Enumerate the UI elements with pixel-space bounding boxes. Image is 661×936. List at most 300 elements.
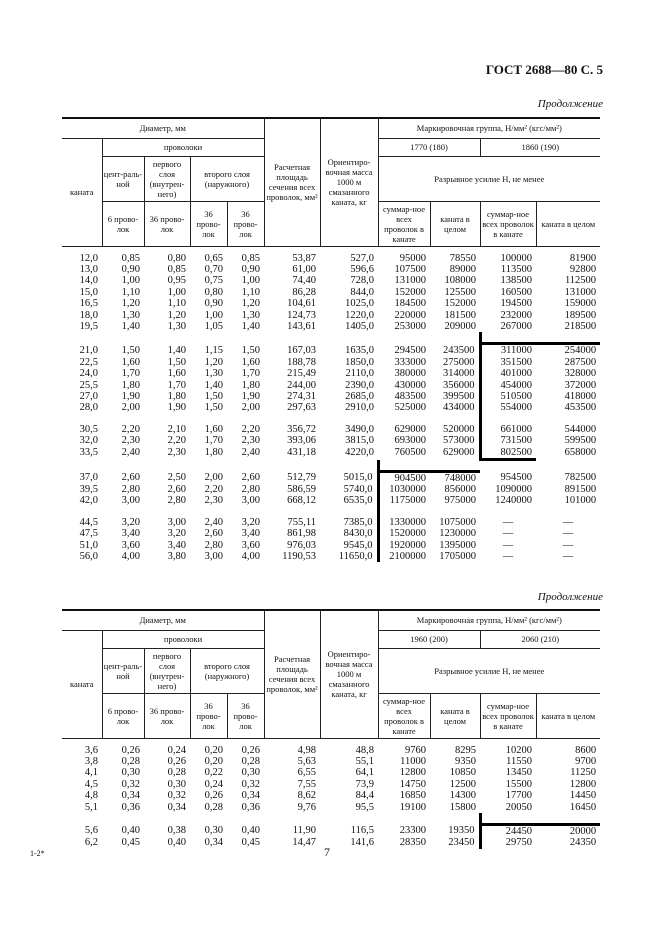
table-cell: 1175000 [378, 495, 430, 506]
table-cell: 596,6 [350, 263, 375, 275]
table-cell: 2685,0 [345, 390, 375, 402]
table-cell: 220000 [394, 309, 427, 321]
table-cell: 0,85 [121, 252, 140, 264]
table-cell: 2,30 [241, 435, 261, 447]
table-cell: 44,5 [79, 516, 98, 528]
table-cell: 2,30 [167, 447, 186, 459]
diameter-header: Диаметр, мм [62, 118, 264, 138]
table-cell: 107500 [394, 263, 427, 275]
table-cell: 11250 [570, 767, 597, 779]
table-cell: 0,80 [167, 252, 186, 264]
table-cell: 274,31 [287, 390, 317, 402]
table-row [62, 756, 600, 767]
table-cell: 401000 [480, 368, 536, 379]
mass-header: Ориентиро-вочная масса 1000 м смазанного каната, кг [320, 118, 378, 246]
table-cell: 95,5 [355, 801, 375, 813]
table-cell: 512,79 [287, 471, 317, 483]
table-cell: 9350 [455, 755, 477, 767]
table-cell: 755,11 [287, 516, 317, 528]
table-cell: 11,90 [292, 825, 317, 837]
table-cell: 24350 [569, 837, 597, 849]
table-cell: 1,90 [167, 402, 186, 414]
table-cell: 37,0 [79, 471, 98, 483]
table-cell: 782500 [564, 471, 597, 483]
table-cell: 4,5 [84, 778, 98, 790]
table-cell: 89000 [449, 263, 477, 275]
rope-whole-header-b: каната в целом [536, 201, 600, 246]
table-cell: 544000 [564, 423, 597, 435]
table-cell: 328000 [564, 368, 597, 380]
table-cell: 143,61 [287, 320, 317, 332]
table-cell: 33,5 [79, 447, 98, 459]
table-cell: 0,26 [241, 744, 261, 756]
table-cell: 287500 [564, 356, 597, 368]
table-cell: 29750 [480, 837, 536, 848]
table-cell: 0,20 [204, 744, 223, 756]
table-cell: 976,03 [287, 539, 317, 551]
table-cell: 24,0 [79, 368, 98, 380]
table-cell: 8600 [575, 744, 597, 756]
table-cell: 152000 [394, 286, 427, 298]
table-cell: 5015,0 [343, 471, 373, 483]
table-cell: 1075000 [439, 516, 477, 528]
table-cell: 975000 [444, 495, 477, 507]
table-cell: 1,20 [121, 298, 140, 310]
table-cell: 573000 [443, 435, 475, 447]
table-row [62, 380, 600, 391]
table-row [62, 471, 600, 484]
table-cell: 1,70 [167, 379, 186, 391]
table-cell: 19100 [399, 801, 427, 813]
table-cell: 1,50 [121, 344, 140, 356]
table-cell: 64,1 [355, 767, 375, 779]
table-cell: 0,75 [204, 275, 223, 287]
second-layer-count-a-2: 36 прово-лок [190, 693, 227, 738]
table-cell: 152000 [444, 298, 477, 310]
table-cell: 0,32 [167, 790, 186, 802]
table-cell: 1,15 [204, 344, 223, 356]
table-cell: 2,40 [204, 516, 223, 528]
table-cell: 3,60 [241, 539, 261, 551]
table-cell: 232000 [500, 309, 533, 321]
table-cell: 14750 [399, 778, 427, 790]
table-cell: 0,28 [204, 801, 223, 813]
table-cell: 599500 [564, 435, 597, 447]
table-cell: 393,06 [287, 435, 317, 447]
table-cell: — [562, 539, 574, 551]
table-cell: 28350 [399, 837, 427, 849]
table-cell: 861,98 [287, 528, 317, 540]
table-row [62, 837, 600, 848]
wires-header-2: проволоки [102, 630, 264, 648]
table-cell: 17700 [505, 790, 533, 802]
table-cell: 430000 [394, 379, 427, 391]
table-cell: 2,30 [121, 435, 140, 447]
table-cell: 527,0 [350, 252, 375, 264]
first-layer-header-2: первого слоя (внутрен-него) [144, 648, 190, 693]
table-cell: 253000 [394, 320, 427, 332]
table-cell: 9,76 [297, 801, 317, 813]
table-cell: 2,80 [167, 495, 186, 507]
table-cell: 4,00 [121, 550, 140, 562]
table-cell: 2,60 [204, 528, 223, 540]
table-cell: 20000 [536, 824, 600, 837]
table-cell: 267000 [500, 320, 533, 332]
table-cell: 16450 [569, 801, 597, 813]
table-cell: — [562, 516, 574, 528]
table-cell: 1395000 [439, 539, 477, 551]
table-cell: 7385,0 [343, 516, 373, 528]
table-cell: 81900 [569, 252, 597, 264]
table-cell: 399500 [443, 390, 475, 402]
table-cell: 1,00 [241, 275, 261, 287]
table-cell: 0,85 [167, 263, 186, 275]
table-cell: 25,5 [79, 379, 98, 391]
table-cell: 1,50 [204, 402, 223, 414]
table-cell: 0,22 [204, 767, 223, 779]
table-cell: 1,10 [241, 286, 261, 298]
rope-table-2 [62, 609, 600, 849]
table-cell: 4,1 [84, 767, 98, 779]
wires-header: проволоки [102, 138, 264, 156]
table-cell: 92800 [569, 263, 597, 275]
table-cell: 1,40 [167, 344, 186, 356]
table-cell: 78550 [449, 252, 477, 264]
table-cell: 3,00 [167, 516, 186, 528]
table-cell: 2,00 [121, 402, 140, 414]
table-row [62, 802, 600, 813]
table-cell: 380000 [394, 368, 427, 380]
table-cell: 12800 [399, 767, 427, 779]
table-cell: 30,5 [79, 423, 98, 435]
table-cell: 731500 [480, 435, 536, 446]
table-cell: 2,40 [241, 447, 261, 459]
table-cell: 629000 [443, 447, 475, 459]
table-cell: 0,26 [204, 790, 223, 802]
table-cell: 3,20 [121, 516, 140, 528]
table-cell: 0,65 [204, 252, 223, 264]
table-cell: 0,36 [241, 801, 261, 813]
table-cell: 0,34 [167, 801, 186, 813]
table-cell: 188,78 [287, 356, 317, 368]
table-cell: 0,70 [204, 263, 223, 275]
table-cell: 189500 [564, 309, 597, 321]
table-cell: 184500 [394, 298, 427, 310]
table-cell: 297,63 [287, 402, 317, 414]
table-cell: 12800 [569, 778, 597, 790]
table-cell: 0,26 [121, 744, 140, 756]
table-cell: 314000 [443, 368, 475, 380]
table-cell: 125500 [444, 286, 477, 298]
table-cell: 16,5 [79, 298, 98, 310]
table-cell: 2,80 [204, 539, 223, 551]
table-cell: 1,60 [167, 368, 186, 380]
sum-wires-header-b-2: суммар-ное всех проволок в канате [480, 693, 536, 738]
table-cell: 1850,0 [345, 356, 375, 368]
table-cell: 215,49 [287, 368, 317, 380]
table-cell: 954500 [500, 471, 533, 483]
table-cell: 2,60 [241, 471, 261, 483]
table-cell: 2100000 [378, 551, 430, 562]
table-cell: 1090000 [495, 483, 533, 495]
table-cell: 483500 [394, 390, 427, 402]
table-cell: 3815,0 [345, 435, 375, 447]
table-cell: 23300 [399, 825, 427, 837]
second-layer-count-b: 36 прово-лок [227, 201, 264, 246]
table-cell: 1,80 [167, 390, 186, 402]
table-cell: 0,36 [121, 801, 140, 813]
table-cell: 14300 [449, 790, 477, 802]
table-cell: 15500 [505, 778, 533, 790]
table-cell: 10200 [505, 744, 533, 756]
table-cell: 141,6 [350, 837, 375, 849]
table-cell: 11650,0 [338, 550, 373, 562]
rope-table-1 [62, 117, 600, 562]
table-cell: 3,00 [241, 495, 261, 507]
table-cell: 11000 [400, 755, 427, 767]
table-cell: 5,6 [84, 825, 98, 837]
table-cell: 0,32 [241, 778, 261, 790]
first-layer-count-2: 36 прово-лок [144, 693, 190, 738]
table-cell: 1230000 [439, 528, 477, 540]
central-wire-header-2: цент-раль-ной [102, 648, 144, 693]
table-cell: 2,20 [167, 435, 186, 447]
table-cell: 1,90 [121, 390, 140, 402]
table-cell: 1520000 [378, 528, 430, 539]
table-cell: 0,20 [204, 755, 223, 767]
table-cell: 844,0 [350, 286, 375, 298]
table-cell: 6,2 [84, 837, 98, 849]
table-cell: 0,30 [204, 825, 223, 837]
table-cell: 4,00 [241, 550, 261, 562]
table-cell: 1,10 [121, 286, 140, 298]
table-cell: 3,6 [84, 744, 98, 756]
table-cell: 113500 [500, 263, 533, 275]
table-cell: 101000 [564, 495, 597, 507]
force-header-2: Разрывное усилие Н, не менее [378, 648, 600, 693]
table-cell: 9700 [575, 755, 597, 767]
table-cell: 4,8 [84, 790, 98, 802]
table-cell: 167,03 [287, 344, 317, 356]
table-cell: 218500 [564, 320, 597, 332]
table-cell: 1,40 [241, 320, 261, 332]
diameter-header-2: Диаметр, мм [62, 610, 264, 630]
table-cell: 116,5 [350, 825, 375, 837]
table-row [62, 779, 600, 790]
table-cell: 8295 [455, 744, 477, 756]
table-row [62, 391, 600, 402]
table-cell: 0,90 [241, 263, 261, 275]
table-cell: 510500 [480, 391, 536, 402]
table-cell: 3490,0 [345, 423, 375, 435]
table-cell: 0,34 [204, 837, 223, 849]
table-cell: 1,80 [204, 447, 223, 459]
table-cell: 1,50 [204, 390, 223, 402]
table-cell: 668,12 [287, 495, 317, 507]
table-cell: 2,60 [167, 483, 186, 495]
table-cell: 95000 [399, 252, 427, 264]
table-cell: 53,87 [292, 252, 317, 264]
table-cell: 9760 [405, 744, 427, 756]
table-cell: 0,24 [204, 778, 223, 790]
footer-mark: 1-2* [30, 849, 45, 858]
central-count: 6 прово-лок [102, 201, 144, 246]
table-cell: 1,90 [241, 390, 261, 402]
table-cell: 2,00 [241, 402, 261, 414]
table-cell: 0,38 [167, 825, 186, 837]
area-header-2: Расчетная площадь сечения всех проволок, мм² [264, 610, 320, 738]
table-cell: 32,0 [79, 435, 98, 447]
table-cell: 3,00 [204, 550, 223, 562]
table-cell: 3,40 [167, 539, 186, 551]
table-cell: 0,28 [241, 755, 261, 767]
table-cell: 3,8 [84, 755, 98, 767]
table-cell: — [562, 528, 574, 540]
table-cell: 254000 [536, 344, 600, 357]
table-cell: 11550 [506, 755, 533, 767]
table-cell: 356000 [443, 379, 475, 391]
table-cell: 1,05 [204, 320, 223, 332]
table-cell: 3,40 [241, 528, 261, 540]
table-cell: 8,62 [297, 790, 317, 802]
table-cell: 0,40 [167, 837, 186, 849]
table-cell: 418000 [564, 390, 597, 402]
table-cell: 5,63 [297, 755, 317, 767]
table-row [62, 495, 600, 506]
table-cell: 181500 [444, 309, 477, 321]
table-cell: 0,30 [121, 767, 140, 779]
table-cell: 1220,0 [345, 309, 375, 321]
continuation-label-1: Продолжение [537, 98, 603, 110]
table-cell: 56,0 [79, 550, 98, 562]
table-cell: 2,10 [167, 423, 186, 435]
force-header: Разрывное усилие Н, не менее [378, 156, 600, 201]
table-cell: 14,47 [292, 837, 317, 849]
table-cell: 86,28 [292, 286, 317, 298]
table-cell: 0,85 [241, 252, 261, 264]
table-cell: 356,72 [287, 423, 317, 435]
table-cell: 19,5 [79, 320, 98, 332]
table-cell: 9545,0 [343, 539, 373, 551]
table-row [62, 738, 600, 756]
table-cell: 661000 [480, 424, 536, 435]
table-cell: 554000 [480, 402, 536, 413]
table-cell: 1,60 [241, 356, 261, 368]
table-cell: 6,55 [297, 767, 317, 779]
table-cell: 131000 [564, 286, 597, 298]
table-cell: 0,45 [121, 837, 140, 849]
table-cell: 1,70 [121, 368, 140, 380]
table-cell: 2110,0 [345, 368, 375, 380]
table-row [62, 344, 600, 357]
table-cell: 74,40 [292, 275, 317, 287]
table-cell: 1,00 [121, 275, 140, 287]
table-row [62, 484, 600, 495]
table-row [62, 517, 600, 528]
second-layer-header: второго слоя (наружного) [190, 156, 264, 201]
table-cell: 12500 [449, 778, 477, 790]
table-cell: 0,26 [167, 755, 186, 767]
table-cell: 1,20 [204, 356, 223, 368]
table-cell: 2,00 [204, 471, 223, 483]
table-cell: 2,30 [204, 495, 223, 507]
table-cell: 55,1 [355, 755, 375, 767]
table-cell: 0,30 [167, 778, 186, 790]
table-cell: 1,70 [241, 368, 261, 380]
table-cell: 802500 [480, 447, 536, 460]
table-cell: 3,00 [121, 495, 140, 507]
table-cell: 28,0 [79, 402, 98, 414]
table-cell: 0,45 [241, 837, 261, 849]
table-cell: 3,80 [167, 550, 186, 562]
first-layer-header: первого слоя (внутрен-него) [144, 156, 190, 201]
table-cell: 1705000 [439, 550, 477, 562]
table-cell: 0,90 [204, 298, 223, 310]
first-layer-count: 36 прово-лок [144, 201, 190, 246]
table-row [62, 767, 600, 778]
table-cell: 24450 [480, 824, 536, 837]
table-cell: 8430,0 [343, 528, 373, 540]
table-cell: 1920000 [378, 540, 430, 551]
table-row [62, 424, 600, 435]
table-row [62, 824, 600, 837]
table-row [62, 264, 600, 275]
table-cell: 61,00 [292, 263, 317, 275]
page-number: 7 [324, 845, 330, 859]
table-cell: 586,59 [287, 483, 317, 495]
table-cell: 0,40 [241, 825, 261, 837]
table-row [62, 435, 600, 446]
table-cell: 1,80 [121, 379, 140, 391]
table-cell: 0,90 [121, 263, 140, 275]
table-cell: 159000 [564, 298, 597, 310]
table-cell: 108000 [444, 275, 477, 287]
table-cell: 0,28 [167, 767, 186, 779]
table-cell: 629000 [394, 423, 427, 435]
table-cell: 3,20 [241, 516, 261, 528]
table-cell: 1,50 [167, 356, 186, 368]
table-cell: 194500 [500, 298, 533, 310]
table-cell: 2,80 [121, 483, 140, 495]
table-cell: 6535,0 [343, 495, 373, 507]
table-cell: 18,0 [79, 309, 98, 321]
table-cell: 20050 [505, 801, 533, 813]
table-cell: 138500 [500, 275, 533, 287]
group-b-header: 1860 (190) [480, 138, 600, 156]
table-cell: 693000 [394, 435, 427, 447]
table-cell: 525000 [394, 402, 427, 414]
table-cell: — [562, 550, 574, 562]
table-cell: 1,50 [241, 344, 261, 356]
table-cell: 454000 [480, 380, 536, 391]
table-cell: 124,73 [287, 309, 317, 321]
rope-whole-header-a: каната в целом [430, 201, 480, 246]
table-cell: 372000 [564, 379, 597, 391]
table-cell: 1,30 [167, 320, 186, 332]
table-cell: 1,10 [167, 298, 186, 310]
second-layer-count-b-2: 36 прово-лок [227, 693, 264, 738]
table-cell: 1405,0 [345, 320, 375, 332]
table-cell: 0,32 [121, 778, 140, 790]
table-cell: 748000 [430, 471, 480, 484]
table-row [62, 402, 600, 413]
table-cell: 0,34 [121, 790, 140, 802]
rope-whole-header-a-2: каната в целом [430, 693, 480, 738]
group-b-header-2: 2060 (210) [480, 630, 600, 648]
table-cell: 42,0 [79, 495, 98, 507]
table-cell: 10850 [449, 767, 477, 779]
table-cell: 1,60 [204, 423, 223, 435]
